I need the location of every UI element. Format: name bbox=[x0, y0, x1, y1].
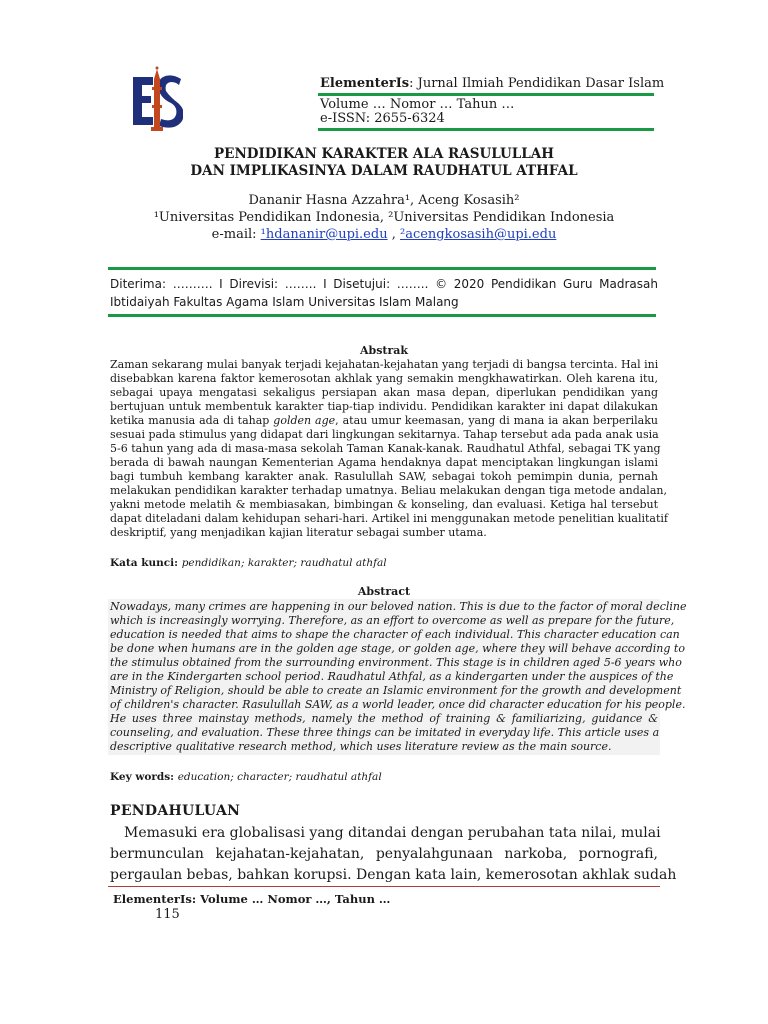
article-title-line1: PENDIDIKAN KARAKTER ALA RASULULLAH bbox=[214, 146, 554, 162]
intro-line: Memasuki era globalisasi yang ditandai dengan perubahan tata nilai, mulai bbox=[124, 825, 661, 841]
page-number: 115 bbox=[155, 907, 180, 922]
abstract-line: Nowadays, many crimes are happening in our beloved nation. This is due to the factor of moral decline bbox=[110, 600, 687, 613]
dates-line-1: Diterima: ………. I Direvisi: …….. I Disetujui: …….. © 2020 Pendidikan Guru Madrasah bbox=[110, 277, 658, 291]
abstrak-body bbox=[110, 358, 668, 540]
abstrak-line: melakukan pendidikan karakter terhadap umatnya. Beliau melakukan dengan tiga metode andalan, bbox=[110, 484, 667, 497]
footer-rule bbox=[108, 886, 660, 887]
abstract-line: counseling, and evaluation. These three things can be imitated in everyday life. This article uses a bbox=[110, 726, 660, 739]
journal-name bbox=[320, 76, 664, 91]
intro-line: pergaulan bebas, bahkan korupsi. Dengan kata lain, kemerosotan akhlak sudah bbox=[110, 867, 677, 883]
header-rule-bottom bbox=[318, 128, 654, 131]
abstrak-line: dapat diteladani dalam kehidupan sehari-hari. Artikel ini menggunakan metode penelitian kualitatif bbox=[110, 512, 668, 525]
affiliations: ¹Universitas Pendidikan Indonesia, ²Universitas Pendidikan Indonesia bbox=[153, 210, 615, 225]
key-words-values: education; character; raudhatul athfal bbox=[177, 771, 382, 783]
email-separator: , bbox=[387, 227, 400, 242]
journal-logo bbox=[131, 65, 183, 135]
eissn: e-ISSN: 2655-6324 bbox=[320, 111, 445, 126]
abstrak-line: disebabkan karena faktor kemerosotan akhlak yang semakin mengkhawatirkan. Oleh karena itu, bbox=[110, 372, 658, 385]
abstract-line: are in the Kindergarten school period. Raudhatul Athfal, as a kindergarten under the auspices of the bbox=[110, 670, 674, 683]
dates-block bbox=[110, 275, 658, 311]
kata-kunci bbox=[110, 557, 387, 569]
section-heading-pendahuluan: PENDAHULUAN bbox=[110, 803, 241, 819]
abstrak-line: bertujuan untuk membentuk karakter tiap-tiap individu. Pendidikan karakter ini dapat dilakukan bbox=[110, 400, 658, 413]
abstract-line: education is needed that aims to shape the character of each individual. This character education can bbox=[110, 628, 680, 641]
abstrak-line: sebagai upaya mengatasi sekaligus persiapan akan masa depan, diperlukan pendidikan yang bbox=[110, 386, 658, 399]
abstract-line: Ministry of Religion, should be able to create an Islamic environment for the growth and development bbox=[110, 684, 682, 697]
abstract-line: He uses three mainstay methods, namely the method of training & familiarizing, guidance & bbox=[110, 712, 658, 725]
kata-kunci-label: Kata kunci: bbox=[110, 557, 182, 569]
abstrak-line: bagi tumbuh kembang karakter anak. Rasulullah SAW, sebagai tokoh pemimpin dunia, pernah bbox=[110, 470, 658, 483]
abstrak-line: Zaman sekarang mulai banyak terjadi kejahatan-kejahatan yang terjadi di bangsa tercinta. Hal ini bbox=[110, 358, 659, 371]
dates-line-2: Ibtidaiyah Fakultas Agama Islam Universitas Islam Malang bbox=[110, 295, 459, 309]
abstrak-line: berada di bawah naungan Kementerian Agama hendaknya dapat menciptakan lingkungan islami bbox=[110, 456, 658, 469]
key-words-label: Key words: bbox=[110, 771, 178, 783]
abstract-body bbox=[110, 600, 687, 754]
journal-name-rest: : Jurnal Ilmiah Pendidikan Dasar Islam bbox=[409, 76, 665, 91]
abstrak-line: deskriptif, yang menjadikan kajian literatur sebagai sumber utama. bbox=[110, 526, 487, 539]
dates-rule-bottom bbox=[108, 314, 656, 317]
header-rule-top bbox=[318, 93, 654, 96]
abstract-heading: Abstract bbox=[357, 585, 411, 598]
email-line bbox=[110, 227, 658, 242]
email-label: e-mail: bbox=[211, 227, 261, 242]
dates-rule-top bbox=[108, 267, 656, 270]
intro-body bbox=[110, 823, 677, 886]
article-title-line2: DAN IMPLIKASINYA DALAM RAUDHATUL ATHFAL bbox=[190, 163, 578, 179]
authors: Dananir Hasna Azzahra¹, Aceng Kosasih² bbox=[248, 193, 520, 208]
abstrak-line: sesuai pada stimulus yang didapat dari lingkungan sekitarnya. Tahap tersebut ada pada anak usia bbox=[110, 428, 659, 441]
email-link-2[interactable]: ²acengkosasih@upi.edu bbox=[399, 227, 557, 242]
abstract-line: the stimulus obtained from the surrounding environment. This stage is in children aged 5-6 years who bbox=[110, 656, 682, 669]
abstract-line: of children's character. Rasulullah SAW, as a world leader, once did character education for his people. bbox=[110, 698, 686, 711]
abstract-line: which is increasingly worrying. Therefore, as an effort to overcome as well as prepare for the future, bbox=[110, 614, 675, 627]
running-footer: ElementerIs: Volume … Nomor …, Tahun … bbox=[113, 892, 391, 906]
abstract-line: descriptive qualitative research method, which uses literature review as the main source. bbox=[110, 740, 612, 753]
email-link-1[interactable]: ¹hdananir@upi.edu bbox=[260, 227, 388, 242]
abstrak-heading: Abstrak bbox=[359, 344, 409, 357]
abstrak-line: 5-6 tahun yang ada di masa-masa sekolah Taman Kanak-kanak. Raudhatul Athfal, sebagai TK yang bbox=[110, 442, 661, 455]
abstrak-line: yakni metode melatih & membiasakan, bimbingan & konseling, dan evaluasi. Ketiga hal tersebut bbox=[110, 498, 658, 511]
kata-kunci-values: pendidikan; karakter; raudhatul athfal bbox=[181, 557, 387, 569]
intro-line: bermunculan kejahatan-kejahatan, penyalahgunaan narkoba, pornografi, bbox=[110, 846, 658, 862]
abstrak-line: ketika manusia ada di tahap golden age, atau umur keemasan, yang di mana ia akan berperilaku bbox=[110, 414, 658, 427]
key-words bbox=[110, 771, 382, 783]
volume-line: Volume … Nomor … Tahun … bbox=[320, 97, 515, 112]
abstract-line: be done when humans are in the golden age stage, or golden age, where they will behave according to bbox=[110, 642, 685, 655]
journal-name-bold: ElementerIs bbox=[320, 76, 410, 91]
